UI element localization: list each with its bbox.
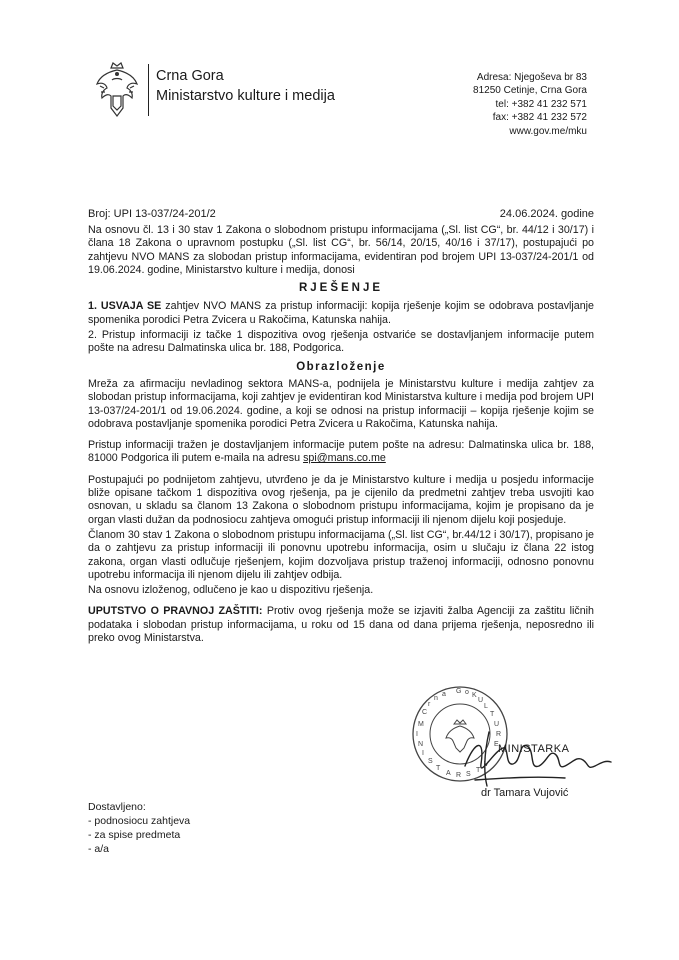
address-line-1: Adresa: Njegoševa br 83: [476, 72, 587, 83]
contact-block: [377, 71, 587, 138]
reasoning-paragraph-5: Na osnovu izloženog, odlučeno je kao u dispozitivu rješenja.: [88, 584, 374, 597]
ministry-name: Ministarstvo kulture i medija: [156, 88, 335, 104]
svg-text:r: r: [428, 701, 431, 708]
reasoning-heading: Obrazloženje: [296, 360, 386, 373]
svg-text:L: L: [484, 703, 488, 710]
email-link[interactable]: spi@mans.co.me: [303, 452, 386, 465]
signatory-name: dr Tamara Vujović: [481, 787, 569, 799]
decision-item-1-text: zahtjev NVO MANS za pristup informaciji: kopija rješenje kojim se odobrava postavljanje spomenika porodici Petra Zvicera u Rakočima, Katunska nahija.: [88, 300, 594, 326]
legal-remedy-lead: UPUTSTVO O PRAVNOJ ZAŠTITI:: [88, 605, 263, 618]
country-name: Crna Gora: [156, 68, 224, 84]
svg-text:a: a: [442, 691, 446, 698]
address-line-2: 81250 Cetinje, Crna Gora: [473, 85, 587, 97]
delivery-item: - za spise predmeta: [88, 829, 181, 841]
reasoning-paragraph-1: Mreža za afirmaciju nevladinog sektora MANS-a, podnijela je Ministarstvu kulture i medija zahtjev za slobodan pristup informacijama, koji zahtjev je evidentiran kod Ministarstva kulture i medija pod brojem UPI 13-037/24-201/1 od 19.06.2024. godine, a koji se odnosi na pristup informaciji – kopija rješenje kojim se odobrava postavljanje spomenika porodici Petra Zvicera u Rakočima, Katunska nahija.: [88, 377, 594, 430]
svg-text:n: n: [434, 695, 438, 702]
delivery-label: Dostavljeno:: [88, 801, 146, 813]
svg-text:o: o: [465, 689, 469, 696]
handwritten-signature: [445, 720, 625, 790]
legal-remedy: [88, 605, 594, 645]
decision-item-1: [88, 300, 594, 327]
intro-paragraph: Na osnovu čl. 13 i 30 stav 1 Zakona o slobodnom pristupu informacijama („Sl. list CG“, br. 44/12 i 30/17) i člana 18 Zakona o upravnom postupku („Sl. list CG“, br. 56/14, 20/15, 40/16 i 37/17), postupajući po zahtjevu NVO MANS za slobodan pristup informacijama, evidentiran pod brojem UPI 13-037/24-201/1 od 19.06.2024. godine, Ministarstvo kulture i medija, donosi: [88, 224, 594, 276]
decision-heading: RJEŠENJE: [298, 282, 384, 295]
svg-text:E: E: [494, 741, 499, 748]
svg-text:R: R: [456, 772, 462, 779]
svg-text:M: M: [418, 721, 424, 728]
svg-text:V: V: [484, 761, 489, 768]
signatory-title: MINISTARKA: [498, 743, 570, 755]
reasoning-paragraph-2: [88, 439, 594, 466]
svg-text:R: R: [496, 731, 502, 738]
svg-text:G: G: [456, 688, 462, 695]
legal-remedy-text: Protiv ovog rješenja može se izjaviti žalba Agenciji za zaštitu ličnih podataka i slobodan pristup informacijama, u roku od 15 dana od dana prijema rješenja, neposredno ili preko ovog Ministarstva.: [88, 605, 594, 645]
header-divider: [148, 64, 149, 116]
telephone: tel: +382 41 232 571: [495, 98, 587, 110]
website: www.gov.me/mku: [509, 125, 587, 137]
svg-text:I: I: [416, 731, 418, 738]
svg-text:S: S: [428, 758, 433, 765]
decision-item-2: 2. Pristup informaciji iz tačke 1 dispozitiva ovog rješenja ostvariće se dostavljanjem informacije putem pošte na adresu Dalmatinska ulica br. 188, Podgorica.: [88, 329, 594, 355]
reasoning-paragraph-3: Postupajući po podnijetom zahtjevu, utvrđeno je da je Ministarstvo kulture i medija u posjedu informacije bliže opisane tačkom 1 dispozitiva ovog rješenja, pa je cijenilo da predmetni zahtjev treba usvojiti kao osnovan, u skladu sa članom 13 Zakona o slobodnom pristupu informacijama, kojim je propisano da je organ vlasti dužan da podnosiocu zahtjeva omogući pristup informaciji ili njenom dijelu koji posjeduje.: [88, 473, 594, 526]
document-body: [88, 224, 594, 647]
reasoning-paragraph-4: Članom 30 stav 1 Zakona o slobodnom pristupu informacijama („Sl. list CG“, br.44/12 i 30/17), propisano je da o zahtjevu za pristup informaciji ili ponovnu upotrebu informacija, osim u slučaju iz člana 22 istog zakona, organ vlasti odlučuje rješenjem, kojim dozvoljava pristup traženoj informaciji, odnosno ponovnu upotrebu informacija ili njenom dijelu ili zahtjev odbija.: [88, 528, 594, 581]
svg-text:S: S: [466, 771, 471, 778]
svg-text:N: N: [418, 741, 424, 748]
case-number: Broj: UPI 13-037/24-201/2: [88, 208, 216, 220]
delivery-item: - a/a: [88, 843, 110, 855]
fax: fax: +382 41 232 572: [492, 112, 587, 124]
delivery-list: [88, 800, 190, 856]
svg-text:I: I: [422, 750, 424, 757]
svg-text:U: U: [478, 697, 484, 704]
svg-text:K: K: [472, 692, 477, 699]
decision-item-1-lead: 1. USVAJA SE: [88, 300, 162, 313]
header-title: [156, 66, 335, 106]
document-date: 24.06.2024. godine: [499, 208, 594, 220]
svg-text:U: U: [494, 721, 500, 728]
reasoning-paragraph-2-text: Pristup informaciji tražen je dostavljanjem informacije putem pošte na adresu: Dalmatinska ulica br. 188, 81000 Podgorica ili putem e-maila na adresu: [88, 439, 594, 465]
svg-text:T: T: [490, 711, 495, 718]
coat-of-arms-icon: [94, 60, 140, 120]
svg-text:T: T: [436, 765, 441, 772]
svg-text:T: T: [476, 767, 481, 774]
delivery-item: - podnosiocu zahtjeva: [88, 815, 191, 827]
svg-text:A: A: [446, 770, 451, 777]
svg-text:C: C: [422, 709, 428, 716]
